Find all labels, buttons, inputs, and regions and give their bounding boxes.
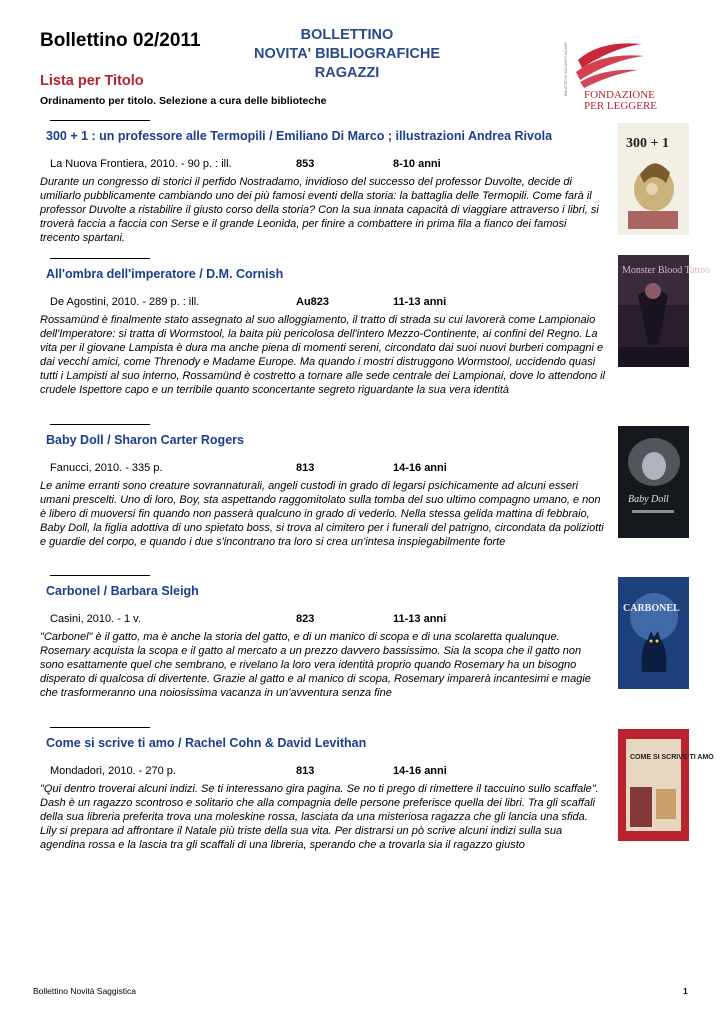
cover-title-text: COME SI SCRIVE TI AMO — [630, 754, 714, 761]
entry-publisher: Casini, 2010. - 1 v. — [50, 613, 141, 625]
book-entry — [0, 424, 724, 574]
entry-age-range: 11-13 anni — [393, 613, 447, 625]
cover-title-text: CARBONEL — [623, 603, 680, 614]
book-cover-image — [618, 255, 711, 367]
entry-divider — [50, 120, 150, 121]
entry-title[interactable]: All'ombra dell'imperatore / D.M. Cornish — [46, 267, 284, 281]
entry-divider — [50, 575, 150, 576]
logo-side-text: BIBLIOTECHE SUD OVEST MILANO — [564, 42, 568, 96]
logo-line2: PER LEGGERE — [584, 100, 658, 112]
book-cover-image — [618, 729, 714, 841]
book-cover-image — [618, 577, 689, 689]
entry-classification: 813 — [296, 462, 315, 474]
book-entry — [0, 258, 724, 423]
entry-publisher: Mondadori, 2010. - 270 p. — [50, 765, 176, 777]
book-entry — [0, 120, 724, 260]
bulletin-heading-line: NOVITA' BIBLIOGRAFICHE — [253, 46, 441, 62]
entry-title[interactable]: 300 + 1 : un professore alle Termopili / Emiliano Di Marco ; illustrazioni Andrea Rivola — [46, 129, 553, 143]
page-number: 1 — [683, 986, 688, 996]
book-entry — [0, 575, 724, 725]
book-entry — [0, 727, 724, 897]
bulletin-heading — [232, 26, 462, 83]
entry-divider — [50, 727, 150, 728]
entry-divider — [50, 258, 150, 259]
entry-publisher: La Nuova Frontiera, 2010. - 90 p. : ill. — [50, 158, 232, 170]
list-subtitle: Lista per Titolo — [40, 73, 144, 89]
entry-title[interactable]: Carbonel / Barbara Sleigh — [46, 584, 199, 598]
entry-description: Le anime erranti sono creature sovrannaturali, angeli custodi in grado di legarsi psichicamente ad alcuni esseri umani prescelti. Uno di loro, Boy, sta aspettando raggomitolato sulla tomba del suo ultimo compagno umano, e non è libero di muoversi fin quando non passerà qualcuno in grado di vederlo. Nella stessa gelida mattina di febbraio, Baby Doll, la figlia adottiva di uno spietato boss, si trova al cimitero per i funerali del patrigno, circondata da poliziotti e guardie del corpo, e quando i due s'incontrano tra loro si crea un'intesa inspiegabilmente forte — [40, 480, 604, 548]
document-title: Bollettino 02/2011 — [40, 30, 201, 51]
cover-title-text: Monster Blood Tattoo — [622, 265, 711, 276]
entry-age-range: 8-10 anni — [393, 158, 441, 170]
entry-publisher: De Agostini, 2010. - 289 p. : ill. — [50, 296, 200, 308]
entry-age-range: 14-16 anni — [393, 765, 447, 777]
entry-publisher: Fanucci, 2010. - 335 p. — [50, 462, 163, 474]
fondazione-logo — [560, 30, 660, 112]
book-cover-image — [618, 426, 689, 538]
entry-classification: Au823 — [296, 296, 330, 308]
bulletin-heading-line: BOLLETTINO — [300, 27, 394, 43]
entry-classification: 823 — [296, 613, 315, 625]
entry-description: Rossamünd è finalmente stato assegnato al suo alloggiamento, il tratto di strada su cui lavorerà come Lampionaio dell'Imperatore: si tratta di Wormstool, la baita più pericolosa dell'intero Mezzo-Continente, ai confini del Regno. La vita per il giovane Lampista è dura ma anche piena di momenti sereni, circondato dai suoi nuovi burberi compagni e dai vecchi amici, come Threnody e Madame Europe. Ma quando i mostri distruggono Wormstool, uccidendo quasi tutti i Lampisti al suo interno, Rossamünd è costretto a tornare alle sede centrale dei Lampionai, dove lo attendono il crudele Ispettore capo e un terribile quanto sconcertante segreto riguardante la sua vera identità — [40, 314, 605, 396]
entry-age-range: 11-13 anni — [393, 296, 447, 308]
footer-label: Bollettino Novità Saggistica — [33, 986, 137, 996]
entry-description: Durante un congresso di storici il perfido Nostradamo, invidioso del successo del professor Duvolte, decide di umiliarlo pubblicamente cambiando uno dei più famosi eventi della storia: la battaglia delle Termopili. Come farà il professor Duvolte a ristabilire il giusto corso della storia? Con la sua innata capacità di viaggiare attraverso i libri, si troverà faccia a faccia con Serse e il grande Leonida, per finire a combattere in prima fila a fianco dei famosi trecento spartani. — [40, 176, 599, 244]
entry-age-range: 14-16 anni — [393, 462, 447, 474]
cover-title-text: 300 + 1 — [626, 136, 669, 151]
entry-title[interactable]: Baby Doll / Sharon Carter Rogers — [46, 433, 244, 447]
entry-classification: 853 — [296, 158, 315, 170]
entry-divider — [50, 424, 150, 425]
cover-title-text: Baby Doll — [628, 494, 669, 505]
entry-description: "Carbonel" è il gatto, ma è anche la storia del gatto, e di un manico di scopa e di una scolaretta qualunque. Rosemary acquista la scopa e il gatto al mercato a un prezzo davvero bassissimo. Sia la scopa che il gatto non sono esattamente quel che sembrano, e rivelano la loro vera identità proprio quando Rosemary ha un bisogno disperato di qualcosa di divertente. Grazie al gatto e al manico di scopa, Rosemary imparerà incantesimi e magie che trasformeranno una noiosissima vacanza in un'avventura senza fine — [40, 631, 591, 699]
sort-note: Ordinamento per titolo. Selezione a cura delle biblioteche — [40, 95, 327, 107]
entry-description: "Qui dentro troverai alcuni indizi. Se ti interessano gira pagina. Se no ti prego di rimettere il taccuino sullo scaffale". Dash è un ragazzo scontroso e solitario che alla compagnia delle persone preferisce quella dei libri. Tra gli scaffali della sua libreria preferita trova una moleskine rossa, lasciata da una misteriosa ragazza che gli lancia una sfida. Lily si prepara ad affrontare il Natale più triste della sua vita. Per distrarsi un pò scrive alcuni indizi sulla sua agendina rossa e la lascia tra gli scaffali di una libreria, sperando che a trovarla sia il ragazzo giusto — [40, 783, 599, 851]
entry-classification: 813 — [296, 765, 315, 777]
bulletin-heading-line: RAGAZZI — [314, 65, 380, 81]
book-cover-image — [618, 123, 689, 235]
logo-line1: FONDAZIONE — [584, 89, 655, 101]
entry-title[interactable]: Come si scrive ti amo / Rachel Cohn & David Levithan — [46, 736, 367, 750]
